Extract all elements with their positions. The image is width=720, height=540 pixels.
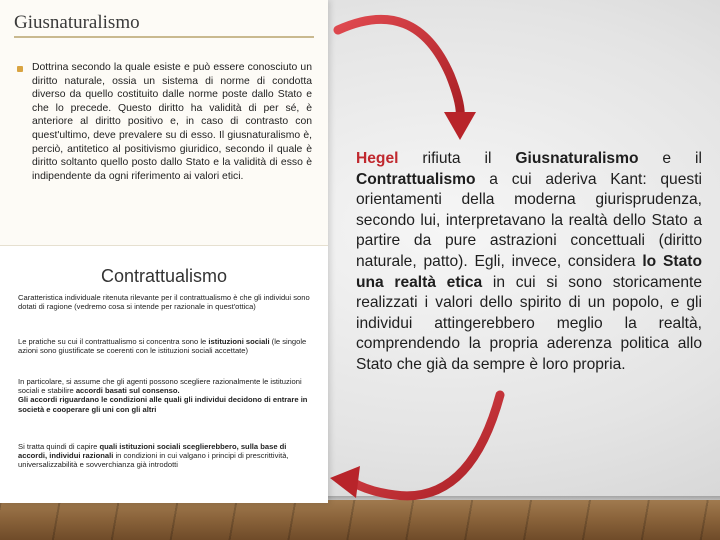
giusnaturalismo-definition: Dottrina secondo la quale esiste e può essere conosciuto un diritto naturale, ossia un sistema di norme di condotta diverso da quello costituito dalle norme poste dallo Stato e che lo precede. Questo diritto ha validità di per sé, è anteriore al diritto positivo e, in caso di contrasto con quest'ultimo, deve prevalere su di esso. Il giusnaturalismo è, perciò, antitetico al positivismo giuridico, secondo il quale è diritto soltanto quello posto dallo Stato e la validità di esso è indipendente da ogni riferimento ai valori etici. [32, 62, 312, 182]
contrattualismo-para-3 [18, 377, 314, 414]
main-text-run: a cui aderiva Kant: questi orientamenti della moderna giurisprudenza, secondo lui, interpretavano la realtà dello Stato a partire da pure astrazioni concettuali (diritto naturale, patto). Egli, invece, considera [356, 170, 702, 270]
contrattualismo-para-2 [18, 337, 314, 355]
wooden-floor [0, 500, 720, 540]
contrattualismo-title: Contrattualismo [100, 266, 228, 286]
main-text-run: e il [638, 150, 702, 167]
bullet-icon [17, 66, 23, 72]
main-text-run: rifiuta il [398, 150, 516, 167]
para-text: (le singole azioni sono giustificate se coerenti con le istituzioni sociali accettate) [18, 337, 307, 356]
hegel-main-text [356, 149, 702, 376]
para-text: Le pratiche su cui il contrattualismo si concentra sono le [18, 337, 209, 346]
giusnaturalismo-term: Giusnaturalismo [515, 150, 639, 167]
left-document-panel [0, 0, 328, 503]
hegel-name: Hegel [356, 150, 399, 167]
stato-etica-term: lo Stato una realtà etica [356, 252, 702, 291]
para-bold: istituzioni sociali [208, 337, 270, 346]
para-text: Caratteristica individuale ritenuta rilevante per il contrattualismo è che gli individui sono dotati di ragione (vedremo cosa si intende per razionale in quest'ottica) [18, 293, 310, 312]
para-bold: quali istituzioni sociali sceglierebbero, sulla base di accordi, individui razionali [18, 442, 287, 461]
para-text: in condizioni in cui valgano i principi di prescrittività, universalizzabilità e sovverchianza già introdotti [18, 451, 289, 470]
main-text-run: in cui si sono storicamente realizzati i valori dello spirito di un popolo, e gli individui attingerebbero meglio la realtà, comprendendo la propria aderenza politica allo Stato che già da sempre è loro propria. [356, 273, 703, 373]
title-underline [14, 36, 314, 38]
para-bold: accordi basati sul consenso. [75, 386, 180, 396]
contrattualismo-term: Contrattualismo [356, 170, 476, 188]
para-bold: Gli accordi riguardano le condizioni alle quali gli individui decidono di entrare in società e cooperare gli uni con gli altri [18, 395, 308, 414]
contrattualismo-para-1 [18, 293, 314, 311]
contrattualismo-para-4 [18, 442, 314, 470]
giusnaturalismo-title: Giusnaturalismo [14, 12, 140, 33]
para-text: Si tratta quindi di capire [18, 442, 100, 451]
para-text: In particolare, si assume che gli agenti possono scegliere razionalmente le istituzioni sociali e stabilire [18, 377, 302, 396]
